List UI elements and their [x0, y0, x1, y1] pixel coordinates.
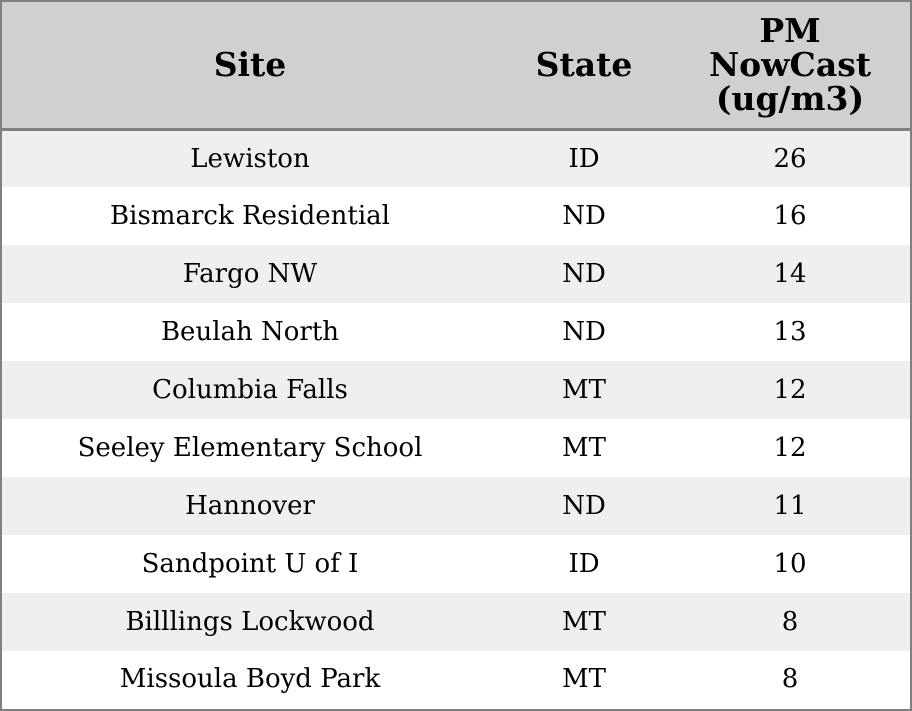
header-pm-nowcast	[670, 2, 910, 129]
header-state: State	[498, 2, 670, 129]
header-pm-line-1: PM	[759, 10, 821, 50]
table-body	[2, 129, 910, 707]
pm-nowcast-table	[2, 2, 910, 707]
cell-state: ID	[568, 143, 600, 174]
cell-site: Missoula Boyd Park	[119, 664, 381, 694]
cell-pm: 12	[773, 375, 807, 405]
cell-state: MT	[562, 607, 606, 637]
cell-site: Hannover	[185, 491, 315, 521]
cell-pm: 10	[773, 549, 807, 579]
cell-pm: 14	[773, 259, 807, 289]
cell-site: Columbia Falls	[152, 375, 348, 405]
cell-pm: 12	[773, 433, 807, 463]
header-site: Site	[2, 2, 498, 129]
table-row	[2, 361, 910, 419]
cell-state: ND	[562, 259, 606, 289]
cell-pm: 8	[781, 607, 799, 637]
table-row	[2, 129, 910, 187]
table-row	[2, 651, 910, 707]
cell-pm: 11	[773, 491, 807, 521]
table-row	[2, 187, 910, 245]
header-row	[2, 2, 910, 129]
header-pm-line-2: NowCast	[708, 44, 872, 84]
cell-state: MT	[562, 433, 606, 463]
table-row	[2, 245, 910, 303]
cell-pm: 13	[773, 317, 807, 347]
cell-site: Lewiston	[190, 143, 310, 174]
cell-site: Sandpoint U of I	[141, 549, 359, 579]
cell-state: MT	[562, 375, 606, 405]
table-row	[2, 593, 910, 651]
cell-state: ND	[562, 491, 606, 521]
table-row	[2, 477, 910, 535]
cell-pm: 8	[781, 664, 799, 694]
header-pm-line-3: (ug/m3)	[715, 78, 865, 118]
table-row	[2, 419, 910, 477]
cell-pm: 16	[773, 201, 807, 231]
cell-state: ND	[562, 201, 606, 231]
cell-site: Seeley Elementary School	[77, 433, 423, 463]
cell-site: Billlings Lockwood	[125, 607, 375, 637]
cell-state: ID	[568, 549, 600, 579]
cell-state: ND	[562, 317, 606, 347]
cell-site: Fargo NW	[182, 259, 318, 289]
cell-site: Bismarck Residential	[110, 201, 390, 231]
cell-state: MT	[562, 664, 606, 694]
cell-site: Beulah North	[160, 317, 340, 347]
cell-pm: 26	[773, 143, 807, 174]
table-row	[2, 303, 910, 361]
table-row	[2, 535, 910, 593]
table-header	[2, 2, 910, 129]
